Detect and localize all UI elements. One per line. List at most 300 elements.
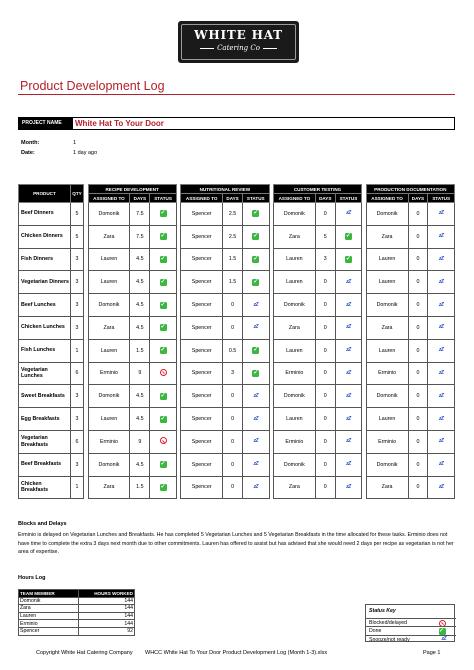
qty-cell[interactable]: 3 (70, 271, 83, 294)
status-done-icon: ✓ (160, 233, 166, 240)
status-key-label: Snooze/not ready (369, 636, 410, 643)
days-cell[interactable]: 0 (408, 294, 428, 317)
status-cell[interactable] (150, 362, 177, 385)
status-snooze-icon: zZ (346, 210, 351, 217)
qty-header: QTY (70, 185, 83, 203)
days-cell[interactable]: 0 (315, 430, 335, 453)
status-cell[interactable] (242, 430, 269, 453)
title-divider (18, 94, 455, 95)
hours-heading: Hours Log (18, 575, 46, 581)
status-cell[interactable] (428, 294, 455, 317)
days-cell[interactable]: 4.5 (130, 294, 150, 317)
product-name: Beef Breakfasts (19, 453, 71, 476)
blocks-heading: Blocks and Delays (18, 521, 67, 527)
table-row (19, 430, 455, 453)
assigned-cell[interactable]: Spencer (181, 476, 223, 499)
blocks-text: Erminio is delayed on Vegetarian Lunches and Breakfasts. He has completed 5 Vegetarian Lunches and 5 Vegetarian Breakfasts in the time allocated for these tasks. Erminio does not have time to complete the extra 3 days next month due to other commitments. Lauren has offered to assist but has advised that she would need 2 days per recipe as vegetarian is not her area of expertise. (18, 532, 454, 555)
status-snooze-icon: zZ (346, 392, 351, 399)
assigned-cell[interactable]: Zara (88, 476, 130, 499)
assigned-cell[interactable]: Lauren (88, 271, 130, 294)
assigned-cell[interactable]: Zara (366, 476, 408, 499)
status-cell[interactable] (150, 203, 177, 226)
days-cell[interactable]: 0.5 (223, 339, 243, 362)
assigned-cell[interactable]: Lauren (273, 271, 315, 294)
days-cell[interactable]: 0 (315, 362, 335, 385)
assigned-cell[interactable]: Lauren (88, 339, 130, 362)
stage-header: PRODUCTION DOCUMENTATION (366, 185, 454, 194)
status-blocked-icon (160, 437, 167, 444)
days-cell[interactable]: 0 (315, 316, 335, 339)
status-cell[interactable] (335, 453, 362, 476)
status-snooze-icon: zZ (253, 392, 259, 399)
hours-row (19, 620, 135, 628)
project-name-box (18, 117, 455, 130)
status-done-icon: ✓ (160, 392, 166, 399)
qty-cell[interactable]: 1 (70, 476, 83, 499)
page-title: Product Development Log (20, 79, 165, 93)
assigned-cell[interactable]: Spencer (181, 453, 223, 476)
column-header: ASSIGNED TO (366, 194, 408, 203)
assigned-cell[interactable]: Zara (273, 476, 315, 499)
status-cell[interactable] (150, 225, 177, 248)
days-cell[interactable]: 0 (315, 271, 335, 294)
qty-cell[interactable]: 3 (70, 385, 83, 408)
qty-cell[interactable]: 6 (70, 362, 83, 385)
assigned-cell[interactable]: Domonik (88, 385, 130, 408)
assigned-cell[interactable]: Domonik (366, 203, 408, 226)
status-cell[interactable] (242, 408, 269, 431)
status-cell[interactable] (150, 385, 177, 408)
days-cell[interactable]: 4.5 (130, 248, 150, 271)
days-cell[interactable]: 1.5 (223, 271, 243, 294)
table-row (19, 408, 455, 431)
days-cell[interactable]: 0 (223, 453, 243, 476)
status-snooze-icon: zZ (438, 347, 444, 354)
assigned-cell[interactable]: Lauren (273, 339, 315, 362)
days-cell[interactable]: 7.5 (130, 225, 150, 248)
hours-worked-value[interactable]: 144 (79, 620, 135, 628)
days-cell[interactable]: 2.5 (223, 203, 243, 226)
days-cell[interactable]: 2.5 (223, 225, 243, 248)
table-row (19, 294, 455, 317)
status-snooze-icon: zZ (253, 415, 259, 422)
product-name: Chicken Breakfasts (19, 476, 71, 499)
qty-cell[interactable]: 1 (70, 339, 83, 362)
assigned-cell[interactable]: Zara (366, 225, 408, 248)
days-cell[interactable]: 5 (315, 225, 335, 248)
assigned-cell[interactable]: Domonik (273, 385, 315, 408)
days-cell[interactable]: 0 (315, 385, 335, 408)
hours-worked-value[interactable]: 92 (79, 627, 135, 635)
status-key-label: Done (369, 628, 382, 635)
status-done-icon: ✓ (253, 369, 259, 376)
status-done-icon: ✓ (253, 278, 259, 285)
days-cell[interactable]: 3 (315, 248, 335, 271)
product-header: PRODUCT (19, 185, 71, 203)
month-value[interactable]: 1 (73, 140, 77, 146)
product-name: Fish Dinners (19, 248, 71, 271)
days-cell[interactable]: 0 (315, 203, 335, 226)
team-member-name[interactable]: Lauren (19, 612, 79, 620)
days-cell[interactable]: 0 (408, 339, 428, 362)
status-cell[interactable] (428, 339, 455, 362)
assigned-cell[interactable]: Spencer (181, 385, 223, 408)
hours-table (18, 589, 135, 636)
days-cell[interactable]: 7.5 (130, 203, 150, 226)
status-cell[interactable] (242, 453, 269, 476)
project-name-value[interactable]: White Hat To Your Door (75, 119, 164, 128)
status-cell[interactable] (428, 316, 455, 339)
hours-worked-header: HOURS WORKED (79, 590, 135, 598)
status-cell[interactable] (150, 453, 177, 476)
days-cell[interactable]: 0 (408, 430, 428, 453)
assigned-cell[interactable]: Lauren (88, 248, 130, 271)
assigned-cell[interactable]: Spencer (181, 339, 223, 362)
qty-cell[interactable]: 3 (70, 453, 83, 476)
days-cell[interactable]: 9 (130, 362, 150, 385)
column-header: ASSIGNED TO (181, 194, 223, 203)
assigned-cell[interactable]: Domonik (366, 294, 408, 317)
status-snooze-icon: zZ (438, 301, 444, 308)
status-cell[interactable] (335, 339, 362, 362)
status-snooze-icon: zZ (438, 438, 444, 445)
status-cell[interactable] (335, 430, 362, 453)
hours-row (19, 612, 135, 620)
days-cell[interactable]: 0 (408, 271, 428, 294)
status-cell[interactable] (242, 294, 269, 317)
company-logo (178, 21, 299, 63)
hours-worked-value[interactable]: 144 (79, 597, 135, 605)
days-cell[interactable]: 0 (408, 385, 428, 408)
days-cell[interactable]: 9 (130, 430, 150, 453)
status-cell[interactable] (335, 408, 362, 431)
product-name: Fish Lunches (19, 339, 71, 362)
days-cell[interactable]: 0 (315, 294, 335, 317)
status-snooze-icon: zZ (438, 483, 444, 490)
product-name: Beef Dinners (19, 203, 71, 226)
status-snooze-icon: zZ (346, 301, 351, 308)
status-snooze-icon: zZ (253, 324, 259, 331)
stage-header: NUTRITIONAL REVIEW (181, 185, 269, 194)
table-row (19, 385, 455, 408)
status-cell[interactable] (242, 316, 269, 339)
hours-worked-value[interactable]: 144 (79, 612, 135, 620)
days-cell[interactable]: 4.5 (130, 385, 150, 408)
product-name: Sweet Breakfasts (19, 385, 71, 408)
status-cell[interactable] (428, 203, 455, 226)
days-cell[interactable]: 0 (408, 225, 428, 248)
product-name: Chicken Dinners (19, 225, 71, 248)
days-cell[interactable]: 0 (315, 453, 335, 476)
hours-row (19, 627, 135, 635)
status-cell[interactable] (242, 225, 269, 248)
days-cell[interactable]: 1.5 (130, 476, 150, 499)
assigned-cell[interactable]: Erminio (88, 430, 130, 453)
status-snooze-icon: zZ (346, 483, 351, 490)
product-name: Vegetarian Dinners (19, 271, 71, 294)
qty-cell[interactable]: 3 (70, 248, 83, 271)
status-cell[interactable] (150, 339, 177, 362)
status-cell[interactable] (335, 362, 362, 385)
status-cell[interactable] (242, 362, 269, 385)
status-done-icon: ✓ (345, 233, 351, 240)
status-cell[interactable] (335, 271, 362, 294)
assigned-cell[interactable]: Erminio (273, 430, 315, 453)
status-done-icon: ✓ (253, 210, 259, 217)
status-cell[interactable] (335, 294, 362, 317)
assigned-cell[interactable]: Domonik (88, 203, 130, 226)
assigned-cell[interactable]: Zara (273, 316, 315, 339)
stage-header: CUSTOMER TESTING (273, 185, 361, 194)
status-done-icon: ✓ (160, 278, 166, 285)
assigned-cell[interactable]: Erminio (366, 430, 408, 453)
status-cell[interactable] (242, 248, 269, 271)
assigned-cell[interactable]: Domonik (88, 294, 130, 317)
column-header: DAYS (130, 194, 150, 203)
assigned-cell[interactable]: Spencer (181, 408, 223, 431)
column-header: DAYS (223, 194, 243, 203)
status-cell[interactable] (242, 203, 269, 226)
table-row (19, 453, 455, 476)
table-row (19, 316, 455, 339)
status-snooze-icon: zZ (438, 461, 444, 468)
days-cell[interactable]: 3 (223, 362, 243, 385)
status-done-icon: ✓ (253, 347, 259, 354)
status-snooze-icon: zZ (346, 347, 351, 354)
assigned-cell[interactable]: Domonik (273, 294, 315, 317)
date-value[interactable]: 1 day ago (73, 150, 98, 156)
hours-row (19, 605, 135, 613)
assigned-cell[interactable]: Erminio (366, 362, 408, 385)
qty-cell[interactable]: 5 (70, 203, 83, 226)
days-cell[interactable]: 0 (223, 316, 243, 339)
team-member-name[interactable]: Domonik (19, 597, 79, 605)
assigned-cell[interactable]: Lauren (366, 271, 408, 294)
qty-cell[interactable]: 3 (70, 294, 83, 317)
assigned-cell[interactable]: Zara (88, 316, 130, 339)
qty-cell[interactable]: 5 (70, 225, 83, 248)
status-cell[interactable] (428, 476, 455, 499)
status-cell[interactable] (242, 385, 269, 408)
stage-header: RECIPE DEVELOPMENT (88, 185, 176, 194)
hours-row (19, 597, 135, 605)
status-key-label: Blocked/delayed (369, 620, 408, 626)
team-member-name[interactable]: Spencer (19, 627, 79, 635)
days-cell[interactable]: 0 (223, 385, 243, 408)
assigned-cell[interactable]: Domonik (273, 203, 315, 226)
status-snooze-icon: zZ (253, 461, 259, 468)
status-done-icon: ✓ (253, 233, 259, 240)
days-cell[interactable]: 0 (315, 408, 335, 431)
team-member-name[interactable]: Erminio (19, 620, 79, 628)
status-cell[interactable] (428, 362, 455, 385)
table-row (19, 271, 455, 294)
status-cell[interactable] (150, 430, 177, 453)
assigned-cell[interactable]: Zara (273, 225, 315, 248)
status-done-icon: ✓ (160, 301, 166, 308)
status-snooze-icon: zZ (346, 369, 351, 376)
status-done-icon: ✓ (160, 461, 166, 468)
days-cell[interactable]: 4.5 (130, 271, 150, 294)
assigned-cell[interactable]: Lauren (366, 248, 408, 271)
assigned-cell[interactable]: Spencer (181, 362, 223, 385)
assigned-cell[interactable]: Erminio (88, 362, 130, 385)
status-snooze-icon: zZ (438, 369, 444, 376)
status-snooze-icon: zZ (253, 301, 259, 308)
logo-line1: WHITE HAT (194, 28, 283, 42)
qty-cell[interactable]: 3 (70, 408, 83, 431)
days-cell[interactable]: 1.5 (223, 248, 243, 271)
table-row (19, 203, 455, 226)
assigned-cell[interactable]: Spencer (181, 225, 223, 248)
days-cell[interactable]: 0 (223, 430, 243, 453)
footer-filename: WHCC White Hat To Your Door Product Development Log (Month 1-3).xlsx (145, 650, 328, 656)
days-cell[interactable]: 4.5 (130, 316, 150, 339)
days-cell[interactable]: 0 (408, 362, 428, 385)
status-key-item (366, 626, 456, 634)
status-cell[interactable] (150, 294, 177, 317)
status-snooze-icon: zZ (438, 415, 444, 422)
status-cell[interactable] (428, 271, 455, 294)
assigned-cell[interactable]: Lauren (273, 248, 315, 271)
logo-line2: Catering Co (178, 44, 299, 52)
assigned-cell[interactable]: Spencer (181, 271, 223, 294)
days-cell[interactable]: 0 (408, 203, 428, 226)
assigned-cell[interactable]: Lauren (366, 408, 408, 431)
assigned-cell[interactable]: Zara (88, 225, 130, 248)
table-row (19, 362, 455, 385)
assigned-cell[interactable]: Spencer (181, 248, 223, 271)
assigned-cell[interactable]: Lauren (366, 339, 408, 362)
status-snooze-icon: zZ (438, 392, 444, 399)
days-cell[interactable]: 4.5 (130, 408, 150, 431)
days-cell[interactable]: 0 (408, 408, 428, 431)
assigned-cell[interactable]: Zara (366, 316, 408, 339)
status-done-icon: ✓ (160, 483, 166, 490)
status-cell[interactable] (428, 248, 455, 271)
status-cell[interactable] (335, 316, 362, 339)
status-cell[interactable] (428, 430, 455, 453)
status-cell[interactable] (428, 385, 455, 408)
column-header: ASSIGNED TO (273, 194, 315, 203)
assigned-cell[interactable]: Domonik (366, 385, 408, 408)
date-label: Date: (21, 150, 35, 156)
days-cell[interactable]: 0 (315, 476, 335, 499)
assigned-cell[interactable]: Spencer (181, 294, 223, 317)
status-cell[interactable] (335, 476, 362, 499)
status-cell[interactable] (335, 248, 362, 271)
status-cell[interactable] (335, 225, 362, 248)
footer-page: Page 1 (423, 650, 441, 656)
assigned-cell[interactable]: Domonik (88, 453, 130, 476)
days-cell[interactable]: 0 (408, 476, 428, 499)
status-key-item (366, 618, 456, 626)
status-done-icon: ✓ (439, 627, 445, 634)
status-cell[interactable] (428, 453, 455, 476)
table-row (19, 476, 455, 499)
status-cell[interactable] (150, 476, 177, 499)
assigned-cell[interactable]: Domonik (273, 453, 315, 476)
days-cell[interactable]: 0 (315, 339, 335, 362)
status-snooze-icon: zZ (441, 636, 446, 643)
column-header: STATUS (150, 194, 177, 203)
hours-worked-value[interactable]: 144 (79, 605, 135, 613)
status-cell[interactable] (242, 271, 269, 294)
assigned-cell[interactable]: Spencer (181, 430, 223, 453)
status-snooze-icon: zZ (438, 324, 444, 331)
month-label: Month: (21, 140, 40, 146)
status-snooze-icon: zZ (346, 461, 351, 468)
status-done-icon: ✓ (160, 324, 166, 331)
status-snooze-icon: zZ (346, 438, 351, 445)
status-snooze-icon: zZ (253, 438, 259, 445)
column-header: STATUS (335, 194, 362, 203)
assigned-cell[interactable]: Spencer (181, 316, 223, 339)
product-name: Beef Lunches (19, 294, 71, 317)
status-cell[interactable] (242, 339, 269, 362)
status-snooze-icon: zZ (346, 415, 351, 422)
status-cell[interactable] (335, 203, 362, 226)
product-name: Egg Breakfasts (19, 408, 71, 431)
column-header: ASSIGNED TO (88, 194, 130, 203)
team-member-header: TEAM MEMBER (19, 590, 79, 598)
status-cell[interactable] (150, 271, 177, 294)
table-group-header (19, 185, 455, 194)
column-header: STATUS (428, 194, 455, 203)
status-cell[interactable] (335, 385, 362, 408)
status-cell[interactable] (428, 225, 455, 248)
table-row (19, 248, 455, 271)
status-cell[interactable] (150, 316, 177, 339)
status-snooze-icon: zZ (253, 483, 259, 490)
hours-header (19, 590, 135, 598)
qty-cell[interactable]: 6 (70, 430, 83, 453)
column-header: DAYS (408, 194, 428, 203)
assigned-cell[interactable]: Domonik (366, 453, 408, 476)
days-cell[interactable]: 0 (223, 408, 243, 431)
status-key (365, 604, 455, 642)
assigned-cell[interactable]: Spencer (181, 203, 223, 226)
status-cell[interactable] (150, 248, 177, 271)
days-cell[interactable]: 0 (223, 294, 243, 317)
product-name: Vegetarian Lunches (19, 362, 71, 385)
assigned-cell[interactable]: Lauren (88, 408, 130, 431)
days-cell[interactable]: 0 (408, 453, 428, 476)
status-snooze-icon: zZ (346, 278, 351, 285)
days-cell[interactable]: 0 (223, 476, 243, 499)
table-row (19, 339, 455, 362)
qty-cell[interactable]: 3 (70, 316, 83, 339)
days-cell[interactable]: 0 (408, 316, 428, 339)
assigned-cell[interactable]: Erminio (273, 362, 315, 385)
status-snooze-icon: zZ (438, 278, 444, 285)
status-cell[interactable] (428, 408, 455, 431)
status-cell[interactable] (242, 476, 269, 499)
status-done-icon: ✓ (345, 255, 351, 262)
table-row (19, 225, 455, 248)
status-cell[interactable] (150, 408, 177, 431)
days-cell[interactable]: 1.5 (130, 339, 150, 362)
product-name: Vegetarian Breakfasts (19, 430, 71, 453)
team-member-name[interactable]: Zara (19, 605, 79, 613)
status-done-icon: ✓ (253, 255, 259, 262)
status-key-item (366, 635, 456, 643)
days-cell[interactable]: 4.5 (130, 453, 150, 476)
assigned-cell[interactable]: Lauren (273, 408, 315, 431)
days-cell[interactable]: 0 (408, 248, 428, 271)
status-key-title: Status Key (369, 608, 396, 614)
status-snooze-icon: zZ (346, 324, 351, 331)
